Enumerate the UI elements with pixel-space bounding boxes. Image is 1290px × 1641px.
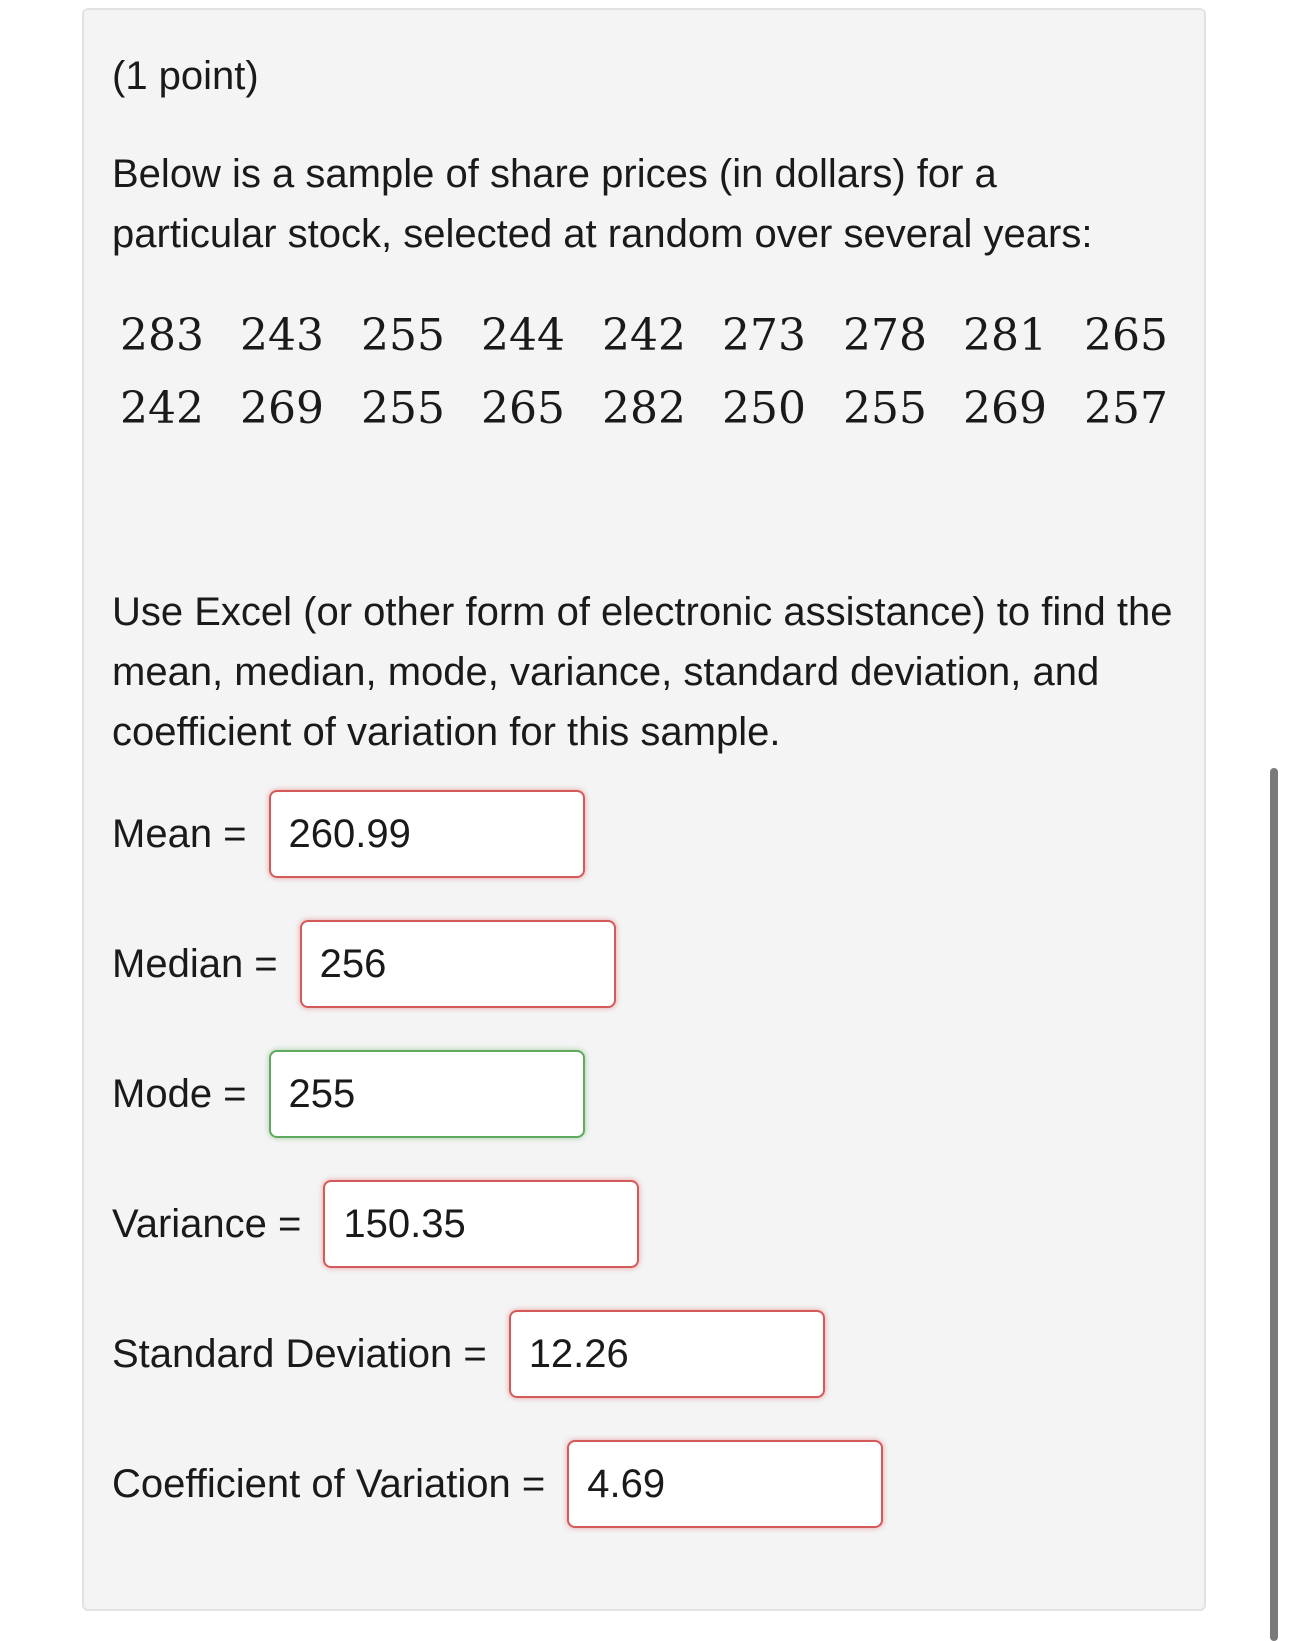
cv-row — [112, 1440, 883, 1528]
data-value: 283 — [120, 310, 204, 361]
median-label: Median = — [112, 942, 278, 986]
data-value: 243 — [240, 310, 324, 361]
data-value: 269 — [240, 383, 324, 434]
data-value: 282 — [602, 383, 686, 434]
points-label: (1 point) — [112, 54, 259, 98]
problem-card — [82, 8, 1206, 1611]
mean-input[interactable] — [269, 790, 585, 878]
data-value: 242 — [602, 310, 686, 361]
mode-row — [112, 1050, 585, 1138]
data-value: 255 — [361, 310, 445, 361]
data-value: 250 — [722, 383, 806, 434]
data-value: 242 — [120, 383, 204, 434]
std-dev-label: Standard Deviation = — [112, 1332, 487, 1376]
variance-row — [112, 1180, 639, 1268]
cv-label: Coefficient of Variation = — [112, 1462, 546, 1506]
data-value: 265 — [1084, 310, 1168, 361]
problem-intro: Below is a sample of share prices (in dollars) for a particular stock, selected at random over several years: — [112, 152, 1093, 256]
data-value: 273 — [722, 310, 806, 361]
variance-input[interactable] — [323, 1180, 639, 1268]
scrollbar-thumb[interactable] — [1270, 768, 1278, 1641]
std-dev-row — [112, 1310, 825, 1398]
data-value: 257 — [1084, 383, 1168, 434]
mode-label: Mode = — [112, 1072, 247, 1116]
data-value: 244 — [481, 310, 565, 361]
data-value: 269 — [963, 383, 1047, 434]
cv-input[interactable] — [567, 1440, 883, 1528]
std-dev-input[interactable] — [509, 1310, 825, 1398]
median-row — [112, 920, 616, 1008]
data-value: 255 — [843, 383, 927, 434]
mode-input[interactable] — [269, 1050, 585, 1138]
data-value: 281 — [963, 310, 1047, 361]
mean-row — [112, 790, 585, 878]
median-input[interactable] — [300, 920, 616, 1008]
mean-label: Mean = — [112, 812, 247, 856]
data-value: 278 — [843, 310, 927, 361]
problem-instructions: Use Excel (or other form of electronic assistance) to find the mean, median, mode, variance, standard deviation, and coefficient of variation for this sample. — [112, 590, 1173, 754]
data-value: 255 — [361, 383, 445, 434]
data-value: 265 — [481, 383, 565, 434]
variance-label: Variance = — [112, 1202, 302, 1246]
